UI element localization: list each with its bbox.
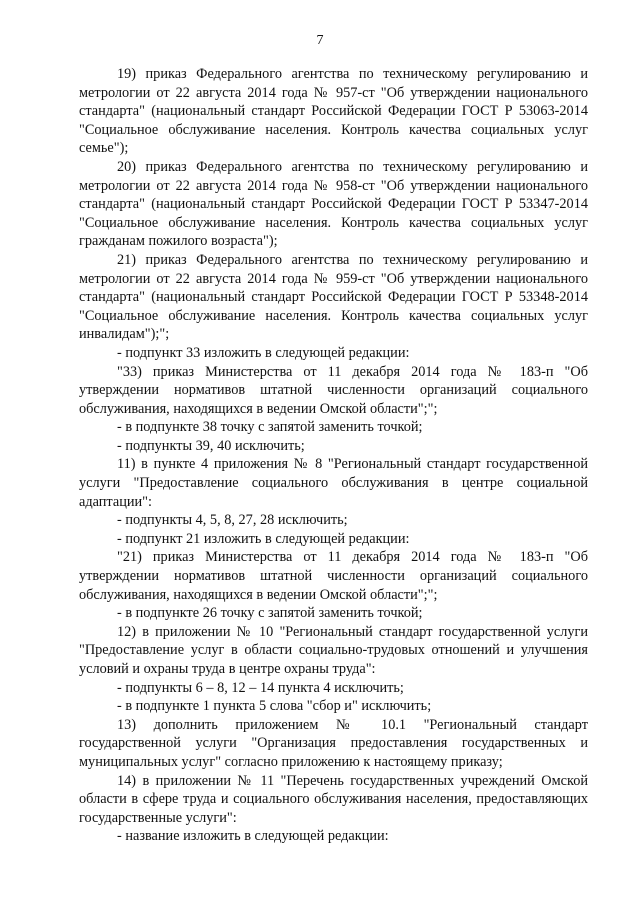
paragraph-title-instruction: - название изложить в следующей редакции:	[117, 828, 389, 845]
paragraph-subpoint-21-instruction: - подпункт 21 изложить в следующей редакции:	[117, 530, 410, 547]
page-number: 7	[316, 33, 324, 48]
paragraph-quoted-item-33: "33) приказ Министерства от 11 декабря 2014 года № 183-п "Об утверждении нормативов штатной численности организаций социального обслуживания, находящихся в ведении Омской области";";	[79, 363, 588, 417]
paragraph-subpoints-exclude-instruction: - подпункты 4, 5, 8, 27, 28 исключить;	[117, 512, 348, 529]
paragraph-item-12: 12) в приложении № 10 "Региональный стандарт государственной услуги "Предоставление услуг в области социально-трудовых отношений и улучшения условий и охраны труда в центре охраны труда":	[79, 623, 588, 677]
paragraph-item-14: 14) в приложении № 11 "Перечень государственных учреждений Омской области в сфере труда и социального обслуживания населения, предоставляющих государственные услуги":	[79, 772, 588, 826]
paragraph-subpoint-38-instruction: - в подпункте 38 точку с запятой заменить точкой;	[117, 419, 423, 436]
paragraph-item-13: 13) дополнить приложением № 10.1 "Региональный стандарт государственной услуги "Организация предоставления государственных и муниципальных услуг" согласно приложению к настоящему приказу;	[79, 716, 588, 770]
paragraph-subpoints-39-40-instruction: - подпункты 39, 40 исключить;	[117, 437, 305, 454]
paragraph-subpoint-26-instruction: - в подпункте 26 точку с запятой заменить точкой;	[117, 605, 423, 622]
paragraph-item-20: 20) приказ Федерального агентства по техническому регулированию и метрологии от 22 августа 2014 года № 958-ст "Об утверждении национального стандарта" (национальный стандарт Российской Федерации ГОСТ Р 53347-2014 "Социальное обслуживание населения. Контроль качества социальных услуг гражданам пожилого возраста");	[79, 158, 588, 250]
paragraph-item-19: 19) приказ Федерального агентства по техническому регулированию и метрологии от 22 августа 2014 года № 957-ст "Об утверждении национального стандарта" (национальный стандарт Российской Федерации ГОСТ Р 53063-2014 "Социальное обслуживание населения. Контроль качества социальных услуг семье");	[79, 66, 588, 157]
paragraph-quoted-item-21: "21) приказ Министерства от 11 декабря 2014 года № 183-п "Об утверждении нормативов штатной численности организаций социального обслуживания, находящихся в ведении Омской области";";	[79, 549, 588, 603]
paragraph-subpoints-6-14-instruction: - подпункты 6 – 8, 12 – 14 пункта 4 исключить;	[117, 679, 404, 696]
paragraph-subpoint-1-instruction: - в подпункте 1 пункта 5 слова "сбор и" исключить;	[117, 698, 432, 715]
paragraph-item-21: 21) приказ Федерального агентства по техническому регулированию и метрологии от 22 августа 2014 года № 959-ст "Об утверждении национального стандарта" (национальный стандарт Российской Федерации ГОСТ Р 53348-2014 "Социальное обслуживание населения. Контроль качества социальных услуг инвалидам");";	[79, 251, 588, 343]
document-body	[79, 65, 588, 846]
paragraph-subpoint-33-instruction: - подпункт 33 изложить в следующей редакции:	[117, 344, 410, 361]
paragraph-item-11: 11) в пункте 4 приложения № 8 "Региональный стандарт государственной услуги "Предоставление социального обслуживания в центре социальной адаптации":	[79, 456, 588, 510]
